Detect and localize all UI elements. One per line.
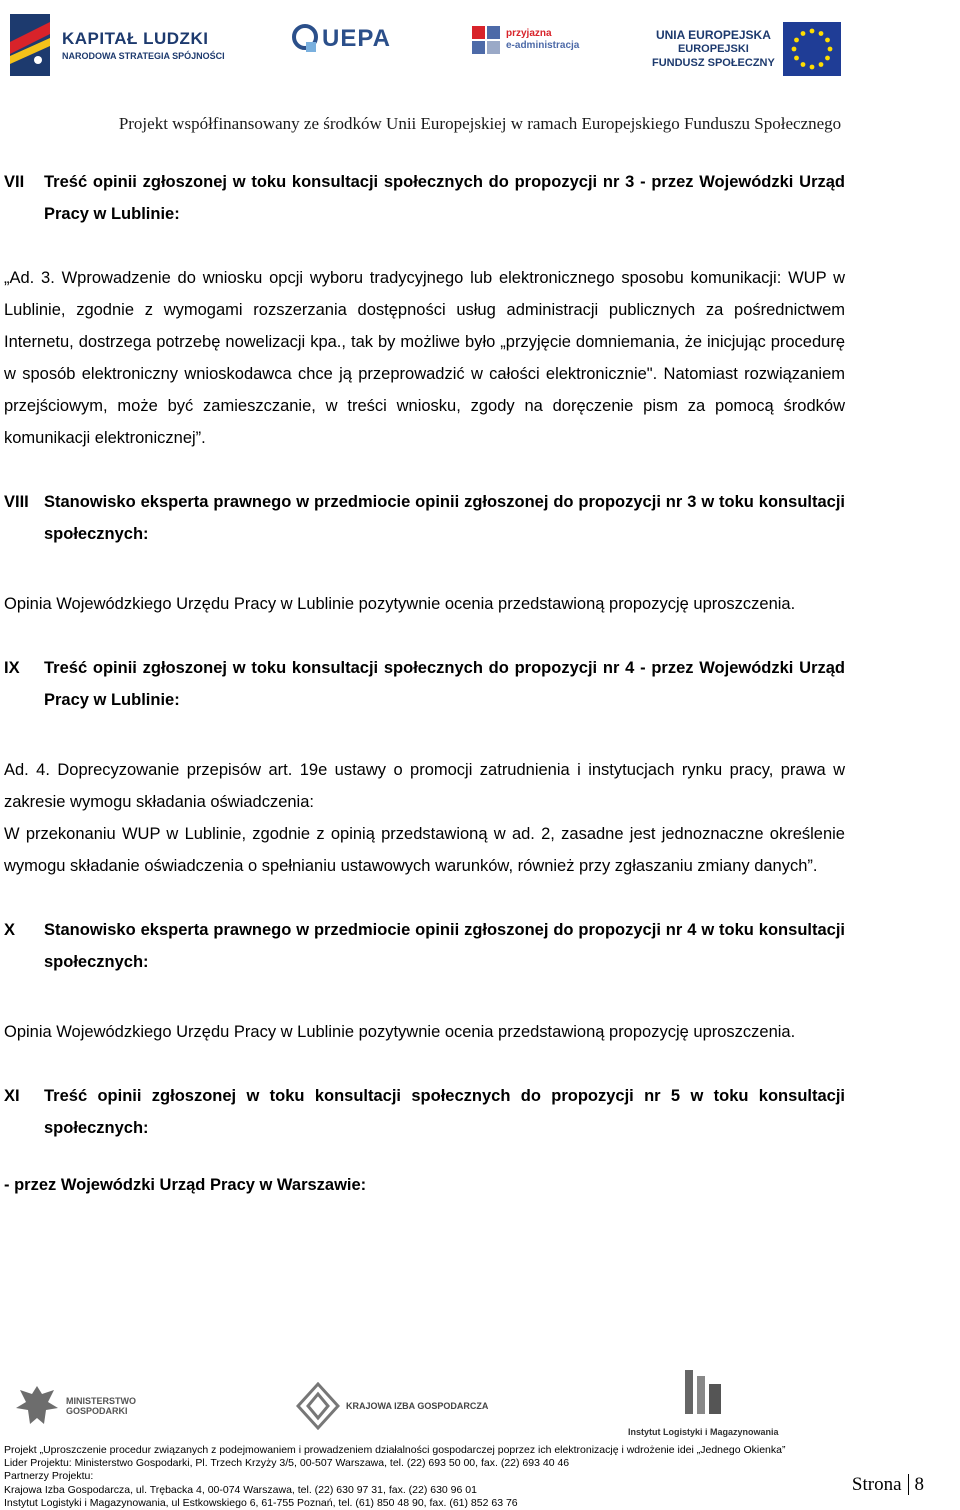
section-heading: Treść opinii zgłoszonej w toku konsultacji społecznych do propozycji nr 5 w toku konsultacji społecznych: — [44, 1087, 845, 1137]
cofinancing-statement: Projekt współfinansowany ze środków Unii Europejskiej w ramach Europejskiego Funduszu Społecznego — [118, 114, 842, 133]
ue-line1: UNIA EUROPEJSKA — [655, 28, 771, 42]
document-body — [4, 166, 845, 1201]
eu-flag-icon — [783, 22, 841, 76]
kapital-ludzki-title: KAPITAŁ LUDZKI — [62, 28, 209, 48]
ue-line2: EUROPEJSKI — [677, 43, 749, 55]
kapital-ludzki-logo — [8, 10, 225, 80]
page-label: Strona — [851, 1474, 902, 1495]
section-ix — [4, 652, 845, 716]
expert-position-text: Opinia Wojewódzkiego Urzędu Pracy w Lublinie pozytywnie ocenia przedstawioną propozycję uproszczenia. — [4, 595, 796, 613]
uepa-emblem-icon — [292, 22, 318, 56]
page-number — [852, 1474, 924, 1496]
ilim-logo-text: Instytut Logistyki i Magazynowania — [628, 1427, 779, 1437]
section-number: VII — [4, 173, 25, 191]
kig-emblem-icon — [296, 1382, 340, 1430]
pea-line1: przyjazna — [506, 28, 552, 39]
unia-europejska-logo — [652, 22, 841, 76]
footer-logo-bar — [0, 1362, 960, 1442]
section-heading: Treść opinii zgłoszonej w toku konsultacji społecznych do propozycji nr 3 - przez Wojewódzki Urząd Pracy w Lublinie: — [44, 173, 845, 223]
ilim-logo — [628, 1366, 779, 1437]
ministerstwo-gospodarki-logo — [14, 1382, 136, 1430]
section-vii — [4, 166, 845, 230]
section-number: VIII — [4, 493, 29, 511]
section-x — [4, 914, 845, 978]
uepa-logo — [292, 22, 391, 56]
page-separator — [908, 1474, 909, 1495]
kig-logo-text: KRAJOWA IZBA GOSPODARCZA — [346, 1401, 489, 1411]
section-heading: Stanowisko eksperta prawnego w przedmiocie opinii zgłoszonej do propozycji nr 3 w toku konsultacji społecznych: — [44, 493, 845, 543]
section-xi — [4, 1080, 845, 1144]
section-heading: Treść opinii zgłoszonej w toku konsultacji społecznych do propozycji nr 4 - przez Wojewódzki Urząd Pracy w Lublinie: — [44, 659, 845, 709]
pea-line2: e-administracja — [506, 40, 580, 51]
kapital-ludzki-subtitle: NARODOWA STRATEGIA SPÓJNOŚCI — [62, 50, 225, 61]
ilim-emblem-icon — [633, 1366, 773, 1420]
footer-info — [4, 1444, 844, 1510]
opinion-text: „Ad. 3. Wprowadzenie do wniosku opcji wyboru tradycyjnego lub elektronicznego sposobu komunikacji: WUP w Lublinie, zgodnie z wymogami rozszerzania dostępności usług administracji publicznych za pośrednictwem Internetu, dostrzega potrzebę nowelizacji kpa., tak by możliwe było „przyjęcie domniemania, że inicjując procedurę w sposób elektroniczny wnioskodawca chce ją przeprowadzić w całości elektronicznie". Natomiast rozwiązaniem przejściowym, może być zamieszczanie, w treści wniosku, zgody na doręczenie pism za pomocą środków komunikacji elektronicznej”. — [4, 269, 845, 447]
section-number: IX — [4, 659, 20, 677]
eagle-emblem-icon — [14, 1382, 60, 1430]
section-number: XI — [4, 1087, 20, 1105]
footer-line-leader: Lider Projektu: Ministerstwo Gospodarki, Pl. Trzech Krzyży 3/5, 00-507 Warszawa, tel. (22) 693 50 00, fax. (22) 693 40 46 — [4, 1457, 570, 1470]
mg-logo-text: MINISTERSTWO GOSPODARKI — [66, 1396, 136, 1416]
footer-line-partner-kig: Krajowa Izba Gospodarcza, ul. Trębacka 4, 00-074 Warszawa, tel. (22) 630 97 31, fax. (22) 630 96 01 — [4, 1483, 477, 1496]
kapital-ludzki-emblem-icon — [8, 12, 52, 78]
footer-line-partner-ilim: Instytut Logistyki i Magazynowania, ul Estkowskiego 6, 61-755 Poznań, tel. (61) 850 48 90, fax. (61) 852 63 76 — [4, 1496, 518, 1509]
expert-position-text: Opinia Wojewódzkiego Urzędu Pracy w Lublinie pozytywnie ocenia przedstawioną propozycję uproszczenia. — [4, 1023, 796, 1041]
section-viii — [4, 486, 845, 550]
section-heading: Stanowisko eksperta prawnego w przedmiocie opinii zgłoszonej do propozycji nr 4 w toku konsultacji społecznych: — [44, 921, 845, 971]
header-logo-bar — [0, 0, 960, 100]
krajowa-izba-gospodarcza-logo — [296, 1382, 488, 1430]
section-number: X — [4, 921, 16, 939]
przyjazna-e-administracja-logo — [470, 24, 579, 56]
opinion-text: Ad. 4. Doprecyzowanie przepisów art. 19e ustawy o promocji zatrudnienia i instytucjach rynku pracy, prawa w zakresie wymogu składania oświadczenia: — [4, 761, 845, 811]
uepa-title: UEPA — [322, 25, 391, 52]
opinion-source: - przez Wojewódzki Urząd Pracy w Warszawie: — [4, 1176, 367, 1194]
page-number-value: 8 — [914, 1474, 924, 1495]
ue-line3: FUNDUSZ SPOŁECZNY — [652, 57, 775, 69]
footer-line-partners-label: Partnerzy Projektu: — [4, 1470, 94, 1483]
puzzle-icon — [470, 24, 502, 56]
opinion-text-continued: W przekonaniu WUP w Lublinie, zgodnie z opinią przedstawioną w ad. 2, zasadne jest jednoznaczne określenie wymogu składanie oświadczenia o spełnianiu ustawowych warunków, również przy zgłaszaniu zmiany danych”. — [4, 825, 845, 875]
footer-line-project: Projekt „Uproszczenie procedur związanych z podejmowaniem i prowadzeniem działalności gospodarczej poprzez ich elektronizację i wdrożenie idei „Jednego Okienka” — [4, 1444, 786, 1456]
